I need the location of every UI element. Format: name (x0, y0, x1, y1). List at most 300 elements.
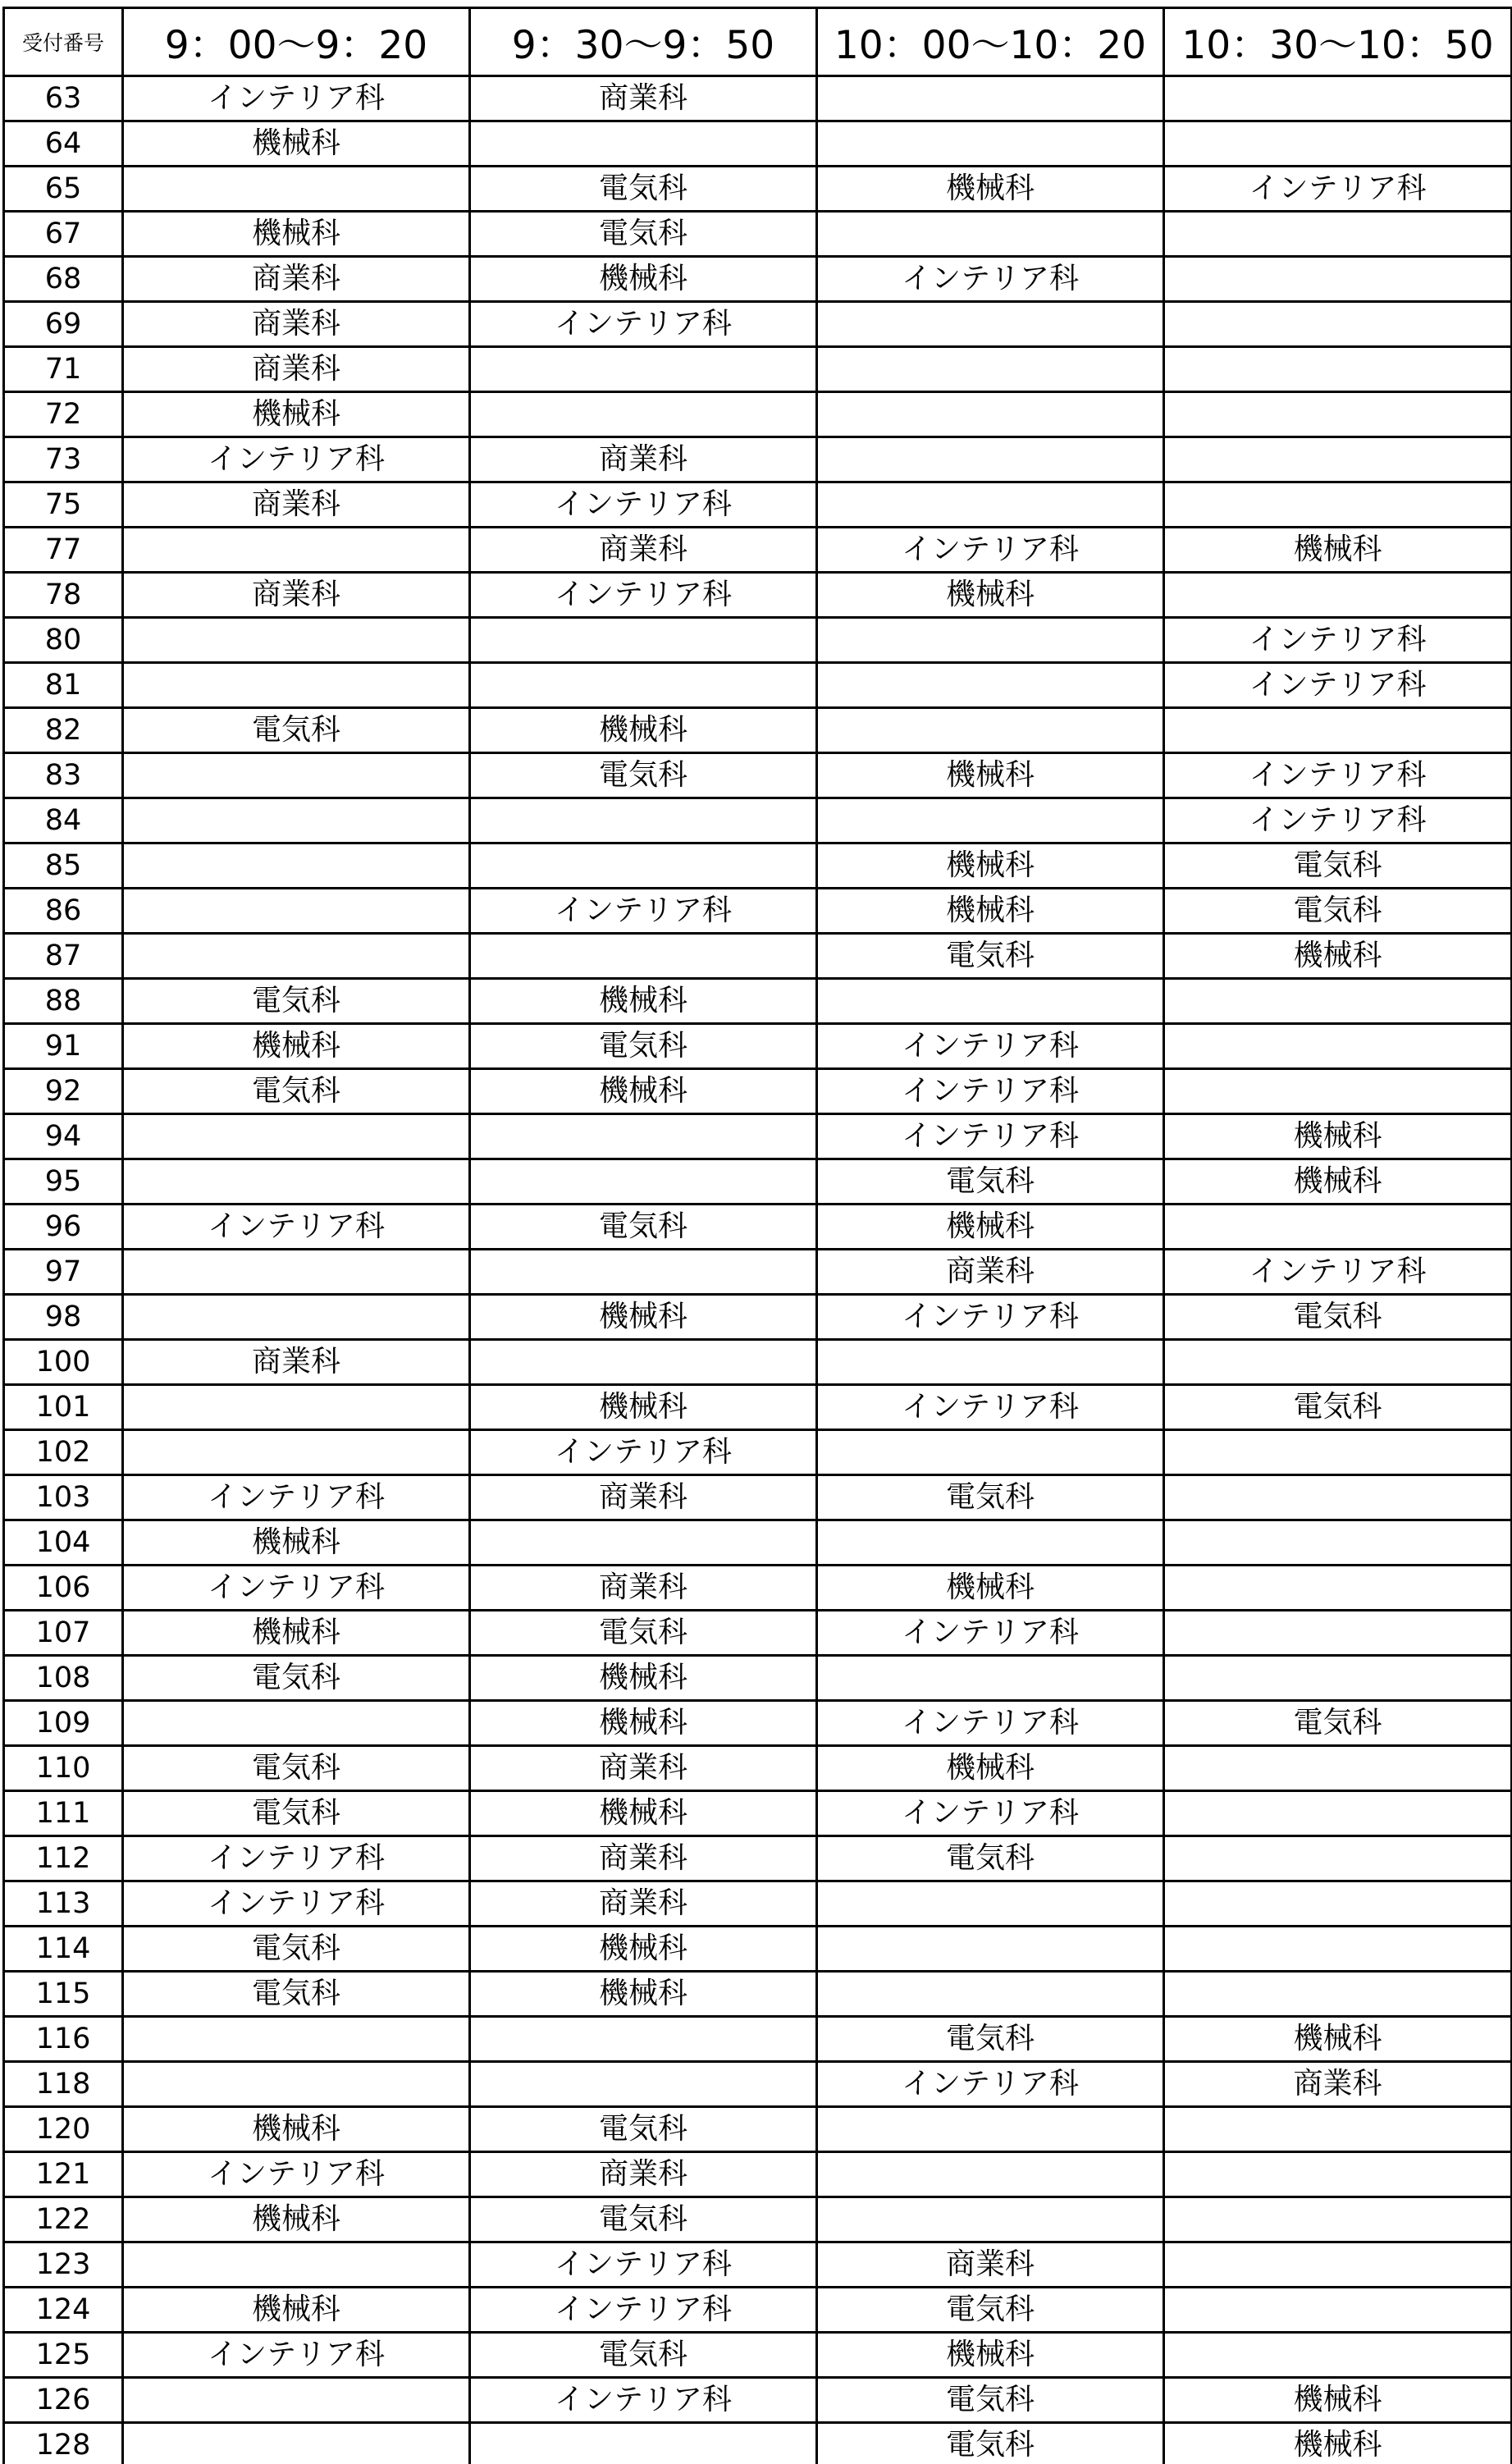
row-slot-3: 機械科 (817, 1566, 1164, 1611)
row-slot-2: 機械科 (470, 1927, 817, 1972)
row-slot-1 (123, 1250, 470, 1295)
table-row (4, 1385, 1512, 1430)
row-slot-4 (1164, 1566, 1512, 1611)
row-slot-4 (1164, 76, 1512, 121)
row-slot-4: 電気科 (1164, 889, 1512, 934)
row-reception-number: 94 (4, 1114, 123, 1159)
row-slot-3: 機械科 (817, 843, 1164, 889)
row-reception-number: 116 (4, 2017, 123, 2062)
row-slot-1: インテリア科 (123, 437, 470, 482)
row-slot-1 (123, 618, 470, 663)
row-slot-4: インテリア科 (1164, 167, 1512, 212)
row-reception-number: 100 (4, 1340, 123, 1385)
row-slot-3: 電気科 (817, 1836, 1164, 1881)
row-slot-4: 機械科 (1164, 2378, 1512, 2423)
row-slot-4 (1164, 1340, 1512, 1385)
row-slot-3 (817, 392, 1164, 437)
row-slot-4: 機械科 (1164, 934, 1512, 979)
table-row (4, 979, 1512, 1024)
table-row (4, 392, 1512, 437)
row-reception-number: 109 (4, 1701, 123, 1746)
row-slot-1 (123, 1385, 470, 1430)
row-slot-2 (470, 663, 817, 708)
row-reception-number: 126 (4, 2378, 123, 2423)
row-slot-2: インテリア科 (470, 2288, 817, 2333)
row-slot-3: 電気科 (817, 1475, 1164, 1520)
row-slot-2: インテリア科 (470, 573, 817, 618)
row-slot-3: 電気科 (817, 934, 1164, 979)
row-slot-1: インテリア科 (123, 1475, 470, 1520)
table-row (4, 1069, 1512, 1114)
row-slot-1: 機械科 (123, 2197, 470, 2242)
row-slot-4 (1164, 121, 1512, 167)
header-slot-1: 9：00～9：20 (123, 8, 470, 76)
table-row (4, 753, 1512, 798)
row-slot-2: インテリア科 (470, 2242, 817, 2288)
row-slot-1: 商業科 (123, 302, 470, 347)
row-slot-4 (1164, 302, 1512, 347)
row-slot-2: 電気科 (470, 212, 817, 257)
row-reception-number: 101 (4, 1385, 123, 1430)
row-slot-2: 機械科 (470, 1701, 817, 1746)
row-slot-2: 機械科 (470, 1656, 817, 1701)
row-slot-3 (817, 76, 1164, 121)
row-slot-4: インテリア科 (1164, 798, 1512, 843)
table-row (4, 1927, 1512, 1972)
row-slot-4: 電気科 (1164, 1385, 1512, 1430)
table-row (4, 2017, 1512, 2062)
row-slot-3: 機械科 (817, 1746, 1164, 1791)
row-slot-1: 電気科 (123, 979, 470, 1024)
row-slot-3 (817, 2152, 1164, 2197)
row-slot-2 (470, 2062, 817, 2107)
row-slot-2: 機械科 (470, 708, 817, 753)
row-slot-2 (470, 1520, 817, 1566)
row-slot-3: 電気科 (817, 2378, 1164, 2423)
row-slot-4 (1164, 347, 1512, 392)
row-slot-1: インテリア科 (123, 2152, 470, 2197)
row-reception-number: 78 (4, 573, 123, 618)
row-slot-1: 機械科 (123, 212, 470, 257)
row-slot-1 (123, 934, 470, 979)
row-slot-2: 商業科 (470, 1475, 817, 1520)
row-slot-3: 機械科 (817, 753, 1164, 798)
row-slot-2 (470, 1340, 817, 1385)
row-slot-1: インテリア科 (123, 2333, 470, 2378)
row-slot-2: 電気科 (470, 167, 817, 212)
row-slot-1: 機械科 (123, 2288, 470, 2333)
row-slot-2: 機械科 (470, 979, 817, 1024)
row-slot-1: インテリア科 (123, 1881, 470, 1927)
row-reception-number: 85 (4, 843, 123, 889)
row-slot-3 (817, 663, 1164, 708)
table-row (4, 1024, 1512, 1069)
row-reception-number: 82 (4, 708, 123, 753)
row-slot-1 (123, 1114, 470, 1159)
schedule-table (2, 7, 1512, 2464)
row-slot-3: インテリア科 (817, 1701, 1164, 1746)
row-slot-3: インテリア科 (817, 1295, 1164, 1340)
row-slot-3: 電気科 (817, 1159, 1164, 1205)
row-slot-4 (1164, 1881, 1512, 1927)
row-slot-4 (1164, 482, 1512, 528)
row-slot-4 (1164, 1611, 1512, 1656)
row-slot-3 (817, 1656, 1164, 1701)
row-slot-3 (817, 1520, 1164, 1566)
row-slot-2 (470, 798, 817, 843)
row-slot-4: 機械科 (1164, 2423, 1512, 2464)
row-slot-1: 機械科 (123, 392, 470, 437)
row-reception-number: 87 (4, 934, 123, 979)
row-slot-4: 機械科 (1164, 1114, 1512, 1159)
row-slot-4 (1164, 573, 1512, 618)
table-row (4, 843, 1512, 889)
row-slot-1 (123, 798, 470, 843)
row-reception-number: 64 (4, 121, 123, 167)
table-row (4, 1972, 1512, 2017)
row-reception-number: 72 (4, 392, 123, 437)
row-slot-2 (470, 347, 817, 392)
row-slot-4 (1164, 979, 1512, 1024)
table-row (4, 934, 1512, 979)
row-slot-3 (817, 212, 1164, 257)
row-reception-number: 111 (4, 1791, 123, 1836)
row-reception-number: 106 (4, 1566, 123, 1611)
header-slot-4: 10：30～10：50 (1164, 8, 1512, 76)
table-row (4, 212, 1512, 257)
row-slot-4 (1164, 1430, 1512, 1475)
row-reception-number: 102 (4, 1430, 123, 1475)
row-slot-1 (123, 2242, 470, 2288)
row-slot-4: 電気科 (1164, 1701, 1512, 1746)
row-slot-3 (817, 2107, 1164, 2152)
row-slot-2: 機械科 (470, 1972, 817, 2017)
row-slot-3 (817, 1972, 1164, 2017)
table-row (4, 302, 1512, 347)
row-slot-2 (470, 121, 817, 167)
row-slot-4 (1164, 2107, 1512, 2152)
row-slot-1 (123, 1295, 470, 1340)
row-slot-4 (1164, 708, 1512, 753)
row-slot-2: 商業科 (470, 76, 817, 121)
row-slot-2: 電気科 (470, 1205, 817, 1250)
row-slot-3: インテリア科 (817, 1024, 1164, 1069)
row-slot-1: 商業科 (123, 1340, 470, 1385)
row-slot-3 (817, 482, 1164, 528)
row-reception-number: 128 (4, 2423, 123, 2464)
row-slot-4 (1164, 1520, 1512, 1566)
row-slot-4 (1164, 1205, 1512, 1250)
row-slot-3: 機械科 (817, 2333, 1164, 2378)
row-slot-3 (817, 1881, 1164, 1927)
table-row (4, 2423, 1512, 2464)
row-slot-2 (470, 392, 817, 437)
row-slot-4: 機械科 (1164, 1159, 1512, 1205)
table-row (4, 1881, 1512, 1927)
row-slot-2: 機械科 (470, 1791, 817, 1836)
row-reception-number: 107 (4, 1611, 123, 1656)
row-slot-2: 商業科 (470, 1746, 817, 1791)
table-row (4, 1430, 1512, 1475)
row-slot-2: 商業科 (470, 528, 817, 573)
row-slot-3: 機械科 (817, 1205, 1164, 1250)
row-slot-4: インテリア科 (1164, 618, 1512, 663)
row-reception-number: 108 (4, 1656, 123, 1701)
row-reception-number: 110 (4, 1746, 123, 1791)
table-row (4, 2378, 1512, 2423)
row-slot-1 (123, 2017, 470, 2062)
row-slot-2 (470, 1114, 817, 1159)
row-slot-2 (470, 2423, 817, 2464)
table-row (4, 1520, 1512, 1566)
table-row (4, 1611, 1512, 1656)
row-slot-1 (123, 1430, 470, 1475)
row-slot-3: 電気科 (817, 2017, 1164, 2062)
table-row (4, 1791, 1512, 1836)
row-slot-3: インテリア科 (817, 1385, 1164, 1430)
row-slot-2: 商業科 (470, 1836, 817, 1881)
row-slot-4 (1164, 1972, 1512, 2017)
row-slot-1: インテリア科 (123, 1566, 470, 1611)
row-slot-4: 機械科 (1164, 2017, 1512, 2062)
row-slot-3: インテリア科 (817, 257, 1164, 302)
row-reception-number: 68 (4, 257, 123, 302)
table-row (4, 167, 1512, 212)
row-slot-2 (470, 2017, 817, 2062)
row-slot-2: 機械科 (470, 1295, 817, 1340)
row-slot-4: 機械科 (1164, 528, 1512, 573)
row-slot-1: インテリア科 (123, 1205, 470, 1250)
row-slot-4: インテリア科 (1164, 1250, 1512, 1295)
table-row (4, 528, 1512, 573)
row-slot-1: 商業科 (123, 347, 470, 392)
row-slot-4 (1164, 392, 1512, 437)
header-row (4, 8, 1512, 76)
row-reception-number: 67 (4, 212, 123, 257)
row-slot-2: 商業科 (470, 1881, 817, 1927)
row-slot-2: インテリア科 (470, 2378, 817, 2423)
row-slot-2: インテリア科 (470, 1430, 817, 1475)
table-row (4, 121, 1512, 167)
row-reception-number: 115 (4, 1972, 123, 2017)
table-row (4, 798, 1512, 843)
table-row (4, 663, 1512, 708)
row-slot-2: 商業科 (470, 2152, 817, 2197)
row-reception-number: 124 (4, 2288, 123, 2333)
row-slot-1 (123, 167, 470, 212)
row-reception-number: 95 (4, 1159, 123, 1205)
row-reception-number: 84 (4, 798, 123, 843)
row-slot-4 (1164, 1656, 1512, 1701)
row-slot-3 (817, 1340, 1164, 1385)
row-slot-1: インテリア科 (123, 76, 470, 121)
header-slot-3: 10：00～10：20 (817, 8, 1164, 76)
row-slot-4 (1164, 1024, 1512, 1069)
row-reception-number: 104 (4, 1520, 123, 1566)
row-slot-1: 機械科 (123, 1520, 470, 1566)
row-slot-1: 機械科 (123, 121, 470, 167)
table-row (4, 76, 1512, 121)
row-reception-number: 120 (4, 2107, 123, 2152)
table-row (4, 1159, 1512, 1205)
table-row (4, 1340, 1512, 1385)
row-slot-4 (1164, 1069, 1512, 1114)
row-slot-1: 電気科 (123, 1746, 470, 1791)
row-slot-1: 機械科 (123, 1024, 470, 1069)
row-reception-number: 103 (4, 1475, 123, 1520)
row-slot-3 (817, 1430, 1164, 1475)
row-slot-3: インテリア科 (817, 1114, 1164, 1159)
row-slot-4 (1164, 437, 1512, 482)
row-slot-2: インテリア科 (470, 482, 817, 528)
row-reception-number: 69 (4, 302, 123, 347)
row-slot-3 (817, 302, 1164, 347)
table-row (4, 618, 1512, 663)
row-slot-4: インテリア科 (1164, 663, 1512, 708)
row-slot-3: 機械科 (817, 167, 1164, 212)
row-slot-2: インテリア科 (470, 302, 817, 347)
row-reception-number: 75 (4, 482, 123, 528)
row-slot-3: 電気科 (817, 2288, 1164, 2333)
row-slot-1 (123, 753, 470, 798)
row-slot-4 (1164, 1475, 1512, 1520)
row-slot-1: 電気科 (123, 1927, 470, 1972)
row-slot-1 (123, 528, 470, 573)
row-slot-2 (470, 1250, 817, 1295)
table-row (4, 2062, 1512, 2107)
row-slot-3 (817, 1927, 1164, 1972)
table-row (4, 1475, 1512, 1520)
row-slot-3: インテリア科 (817, 528, 1164, 573)
row-slot-1: 商業科 (123, 573, 470, 618)
row-slot-2: 電気科 (470, 1024, 817, 1069)
row-slot-2 (470, 618, 817, 663)
row-reception-number: 86 (4, 889, 123, 934)
table-row (4, 1701, 1512, 1746)
table-row (4, 1295, 1512, 1340)
row-slot-2: 機械科 (470, 1069, 817, 1114)
row-slot-3: 商業科 (817, 2242, 1164, 2288)
table-row (4, 1746, 1512, 1791)
row-reception-number: 83 (4, 753, 123, 798)
row-reception-number: 80 (4, 618, 123, 663)
row-slot-3: インテリア科 (817, 2062, 1164, 2107)
row-slot-1: インテリア科 (123, 1836, 470, 1881)
header-slot-2: 9：30～9：50 (470, 8, 817, 76)
row-slot-2: 電気科 (470, 1611, 817, 1656)
row-slot-3 (817, 121, 1164, 167)
row-slot-2: 電気科 (470, 2107, 817, 2152)
row-slot-4 (1164, 1836, 1512, 1881)
row-slot-3 (817, 979, 1164, 1024)
row-slot-3 (817, 347, 1164, 392)
table-row (4, 1566, 1512, 1611)
schedule-body (4, 76, 1512, 2464)
row-reception-number: 73 (4, 437, 123, 482)
row-reception-number: 96 (4, 1205, 123, 1250)
row-slot-2: 商業科 (470, 1566, 817, 1611)
row-slot-3 (817, 618, 1164, 663)
row-slot-2 (470, 1159, 817, 1205)
row-slot-2 (470, 843, 817, 889)
row-slot-2: 電気科 (470, 753, 817, 798)
row-slot-4 (1164, 1791, 1512, 1836)
row-slot-1 (123, 2423, 470, 2464)
row-slot-1: 電気科 (123, 1972, 470, 2017)
row-reception-number: 88 (4, 979, 123, 1024)
row-reception-number: 81 (4, 663, 123, 708)
row-slot-1 (123, 2062, 470, 2107)
table-row (4, 2242, 1512, 2288)
row-slot-3: 商業科 (817, 1250, 1164, 1295)
table-row (4, 2107, 1512, 2152)
row-slot-1 (123, 1701, 470, 1746)
table-row (4, 482, 1512, 528)
row-reception-number: 63 (4, 76, 123, 121)
row-slot-1 (123, 1159, 470, 1205)
table-row (4, 1250, 1512, 1295)
row-slot-2: 電気科 (470, 2333, 817, 2378)
table-row (4, 2152, 1512, 2197)
row-reception-number: 98 (4, 1295, 123, 1340)
row-slot-1 (123, 2378, 470, 2423)
row-slot-3 (817, 437, 1164, 482)
row-slot-4 (1164, 2152, 1512, 2197)
row-slot-3 (817, 708, 1164, 753)
row-slot-1: 機械科 (123, 1611, 470, 1656)
table-row (4, 2333, 1512, 2378)
row-slot-1 (123, 663, 470, 708)
row-reception-number: 77 (4, 528, 123, 573)
table-row (4, 347, 1512, 392)
row-reception-number: 122 (4, 2197, 123, 2242)
row-slot-1: 電気科 (123, 1069, 470, 1114)
row-slot-1 (123, 843, 470, 889)
table-row (4, 1836, 1512, 1881)
row-slot-3: インテリア科 (817, 1069, 1164, 1114)
table-row (4, 257, 1512, 302)
row-slot-4 (1164, 2197, 1512, 2242)
row-reception-number: 121 (4, 2152, 123, 2197)
table-row (4, 708, 1512, 753)
table-row (4, 437, 1512, 482)
row-slot-3: 電気科 (817, 2423, 1164, 2464)
row-reception-number: 113 (4, 1881, 123, 1927)
row-slot-3: 機械科 (817, 889, 1164, 934)
row-reception-number: 123 (4, 2242, 123, 2288)
table-row (4, 573, 1512, 618)
row-slot-4 (1164, 212, 1512, 257)
row-slot-2 (470, 934, 817, 979)
row-slot-4: 電気科 (1164, 1295, 1512, 1340)
table-row (4, 2197, 1512, 2242)
row-slot-4 (1164, 1746, 1512, 1791)
row-slot-4 (1164, 1927, 1512, 1972)
row-slot-2: インテリア科 (470, 889, 817, 934)
table-row (4, 2288, 1512, 2333)
row-reception-number: 97 (4, 1250, 123, 1295)
row-reception-number: 65 (4, 167, 123, 212)
row-slot-1: 商業科 (123, 257, 470, 302)
row-slot-1: 電気科 (123, 1656, 470, 1701)
row-reception-number: 92 (4, 1069, 123, 1114)
row-slot-1: 電気科 (123, 708, 470, 753)
row-slot-2: 機械科 (470, 257, 817, 302)
row-slot-2: 商業科 (470, 437, 817, 482)
row-slot-3: 機械科 (817, 573, 1164, 618)
row-slot-4: インテリア科 (1164, 753, 1512, 798)
row-slot-1 (123, 889, 470, 934)
